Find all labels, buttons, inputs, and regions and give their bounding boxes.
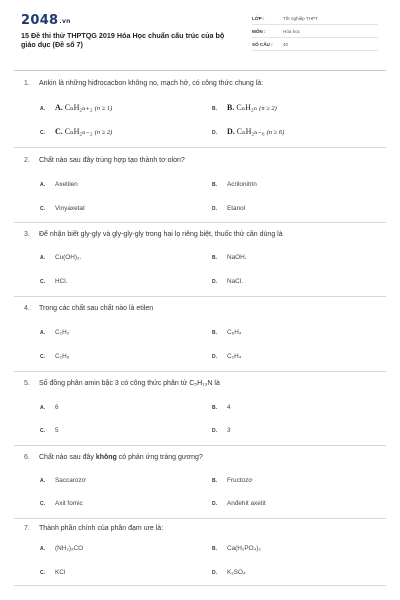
option-d[interactable] [212,500,266,507]
option-a[interactable] [40,103,112,112]
option-letter: B. [212,255,217,261]
question-text [24,80,374,87]
option-c[interactable] [40,353,69,360]
option-c[interactable] [40,278,67,285]
question-text [24,157,374,164]
option-b[interactable] [212,477,253,484]
question-divider [14,585,386,586]
option-a[interactable] [40,254,81,261]
option-letter: D. [212,354,217,360]
option-c[interactable] [40,569,65,576]
option-letter: C. [40,279,45,285]
option-text: Fructozơ [227,477,253,484]
option-letter: C. [40,428,45,434]
question-number: 1. [24,80,30,87]
option-letter: A. [40,478,45,484]
document-title: 15 Đề thi thử THPTQG 2019 Hóa Học chuẩn cấu trúc của bộ giáo dục (Đề số 7) [21,31,225,50]
meta-value: Tốt nghiệp THPT [283,16,318,21]
formula-text: CₙH₂ₙ₊₂ [64,103,93,112]
question-number: 6. [24,454,30,461]
option-letter: D. [212,279,217,285]
option-b[interactable] [212,181,257,188]
option-letter: D. [212,206,217,212]
meta-label: MÔN : [252,29,266,34]
meta-row-class [252,13,378,25]
option-a[interactable] [40,181,78,188]
question-number: 3. [24,231,30,238]
option-c[interactable] [40,427,59,434]
option-a[interactable] [40,545,83,552]
option-letter: D. [212,501,217,507]
option-b[interactable] [212,103,277,112]
question-stem: Để nhận biết gly-gly và gly-gly-gly trong hai lọ riêng biệt, thuốc thử cần dùng là [39,231,283,238]
question-text [24,231,374,238]
option-formula [227,103,277,112]
question-text [24,305,374,312]
option-d[interactable] [212,353,241,360]
question-divider [14,296,386,297]
option-text: 5 [55,427,59,434]
option-c[interactable] [40,205,85,212]
option-text: Saccarozơ [55,477,86,484]
option-label: B. [227,103,235,112]
option-letter: B. [212,106,217,112]
option-text: Ca(H₂PO₄)₂ [227,545,261,552]
option-letter: C. [40,570,45,576]
option-letter: C. [40,206,45,212]
option-letter: D. [212,570,217,576]
formula-text: CₙH₂ₙ₋₂ [64,127,93,136]
formula-text: CₙH₂ₙ [236,103,258,112]
question-number: 4. [24,305,30,312]
option-d[interactable] [212,278,243,285]
option-letter: A. [40,182,45,188]
option-letter: B. [212,478,217,484]
question-divider [14,518,386,519]
question-divider [14,222,386,223]
option-text: 3 [227,427,231,434]
option-text: C₂H₄ [227,353,242,360]
option-b[interactable] [212,545,261,552]
option-text: KCl [55,569,66,576]
question-divider [14,371,386,372]
option-letter: C. [40,130,45,136]
meta-row-subject [252,26,378,38]
question-divider [14,445,386,446]
formula-text: CₙH₂ₙ₋₆ [236,127,265,136]
question-number: 5. [24,380,30,387]
option-letter: A. [40,546,45,552]
formula-condition: (n ≥ 6) [266,129,285,136]
option-b[interactable] [212,404,231,411]
option-b[interactable] [212,254,247,261]
option-letter: C. [40,354,45,360]
option-text: Cu(OH)₂. [55,254,82,261]
meta-label: LỚP : [252,16,265,21]
option-label: C. [55,127,63,136]
option-letter: A. [40,330,45,336]
option-text: (NH₂)₂CO [55,545,84,552]
option-text: C₆H₄ [227,329,242,336]
question-number: 7. [24,525,30,532]
option-text: NaCl. [227,278,243,285]
question-text [24,525,374,532]
option-text: C₂H₆ [55,353,70,360]
option-d[interactable] [212,205,245,212]
question-stem-part: Chất nào sau đây [39,454,96,461]
meta-value: 40 [283,42,289,47]
header-divider [14,70,386,71]
question-stem: Trong các chất sau chất nào là etilen [39,305,154,312]
option-text: NaOH. [227,254,247,261]
option-label: D. [227,127,235,136]
option-letter: B. [212,182,217,188]
option-formula [55,103,112,112]
document-meta [252,13,378,52]
option-text: 6 [55,404,59,411]
option-text: C₂H₂ [55,329,70,336]
formula-condition: (n ≥ 2) [259,105,277,112]
option-c[interactable] [40,500,83,507]
logo-suffix: .vn [59,18,71,25]
logo-text: 2048 [21,13,59,28]
question-stem-part: có phản ứng tráng gương? [116,454,203,461]
option-text: Axetilen [55,181,78,188]
option-letter: A. [40,255,45,261]
option-letter: B. [212,330,217,336]
option-text: Axit fomic [55,500,83,507]
option-d[interactable] [212,427,231,434]
option-text: Anđehit axetit [227,500,266,507]
option-a[interactable] [40,477,86,484]
option-label: A. [55,103,63,112]
option-letter: B. [212,405,217,411]
option-d[interactable] [212,569,246,576]
option-text: 4 [227,404,231,411]
option-letter: A. [40,106,45,112]
formula-condition: (n ≥ 2) [94,129,113,136]
option-a[interactable] [40,329,69,336]
site-logo[interactable] [21,13,71,28]
formula-condition: (n ≥ 1) [94,105,113,112]
option-d[interactable] [212,127,284,136]
meta-value: Hóa học [283,29,301,34]
option-a[interactable] [40,404,59,411]
option-text: K₂SO₄ [227,569,246,576]
option-letter: A. [40,405,45,411]
page-header [0,0,400,64]
option-letter: C. [40,501,45,507]
question-stem: Thành phần chính của phân đạm ure là: [39,525,164,532]
meta-row-question-count [252,39,378,51]
option-letter: D. [212,130,217,136]
question-divider [14,147,386,148]
meta-label: SỐ CÂU : [252,42,273,47]
option-letter: B. [212,546,217,552]
option-text: Vinyaxetat [55,205,85,212]
option-formula [55,127,112,136]
option-letter: D. [212,428,217,434]
option-formula [227,127,284,136]
question-stem: Ankin là những hiđrocacbon không no, mạch hở, có công thức chung là: [39,80,264,87]
question-number: 2. [24,157,30,164]
question-stem: Số đồng phân amin bậc 3 có công thức phân tử C₅H₁₃N là [39,380,220,387]
question-emphasis: không [95,454,117,461]
option-text: Acrilonitrin [227,181,257,188]
question-text [24,380,374,387]
option-b[interactable] [212,329,241,336]
question-text [24,454,374,461]
option-text: HCl. [55,278,68,285]
question-stem: Chất nào sau đây trùng hợp tạo thành tơ olon? [39,157,185,164]
option-c[interactable] [40,127,112,136]
option-text: Etanol [227,205,246,212]
